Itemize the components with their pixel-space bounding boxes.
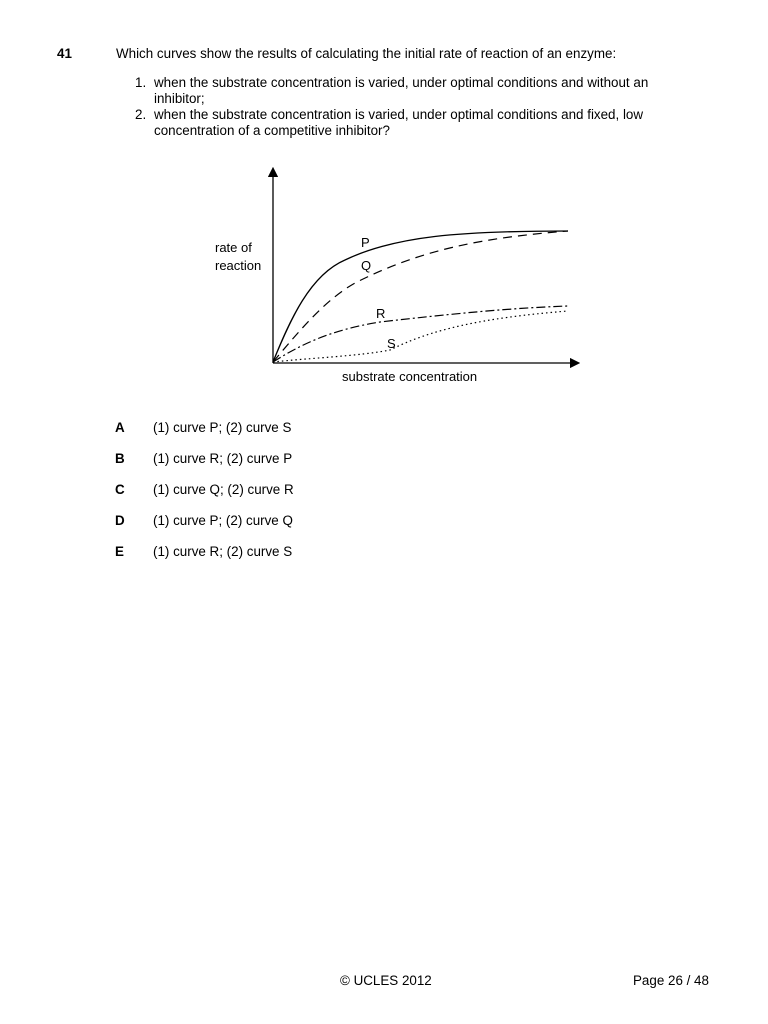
option-letter: D xyxy=(115,513,125,528)
curve-q xyxy=(273,231,568,362)
y-axis-label: reaction xyxy=(215,258,262,273)
condition-number: 2. xyxy=(135,107,147,122)
page-number: Page 26 / 48 xyxy=(633,973,709,988)
curve-label-q: Q xyxy=(361,258,372,273)
condition-text: when the substrate concentration is varied, under optimal conditions and fixed, low concentration of a competitive inhibitor? xyxy=(154,107,644,138)
curve-label-r: R xyxy=(376,306,386,321)
curve-s xyxy=(273,311,568,362)
curve-p xyxy=(273,231,568,362)
condition-item xyxy=(135,75,695,107)
option-text: (1) curve Q; (2) curve R xyxy=(153,482,294,497)
condition-list xyxy=(135,75,695,139)
condition-number: 1. xyxy=(135,75,147,90)
option-text: (1) curve P; (2) curve Q xyxy=(153,513,293,528)
option-text: (1) curve R; (2) curve S xyxy=(153,544,293,559)
condition-text: when the substrate concentration is varied, under optimal conditions and without an inhibitor; xyxy=(154,75,649,106)
footer-copyright: © UCLES 2012 xyxy=(340,973,432,988)
curve-r xyxy=(273,306,568,362)
condition-item xyxy=(135,107,695,139)
question-stem: Which curves show the results of calculating the initial rate of reaction of an enzyme: xyxy=(116,46,617,61)
option-letter: A xyxy=(115,420,125,435)
curve-label-p: P xyxy=(361,235,370,250)
option-letter: E xyxy=(115,544,124,559)
x-axis-label: substrate concentration xyxy=(342,369,478,384)
option-letter: B xyxy=(115,451,125,466)
option-letter: C xyxy=(115,482,125,497)
question-number: 41 xyxy=(57,46,72,61)
y-axis-label: rate of xyxy=(215,240,252,255)
option-text: (1) curve R; (2) curve P xyxy=(153,451,293,466)
curve-label-s: S xyxy=(387,336,396,351)
option-text: (1) curve P; (2) curve S xyxy=(153,420,292,435)
